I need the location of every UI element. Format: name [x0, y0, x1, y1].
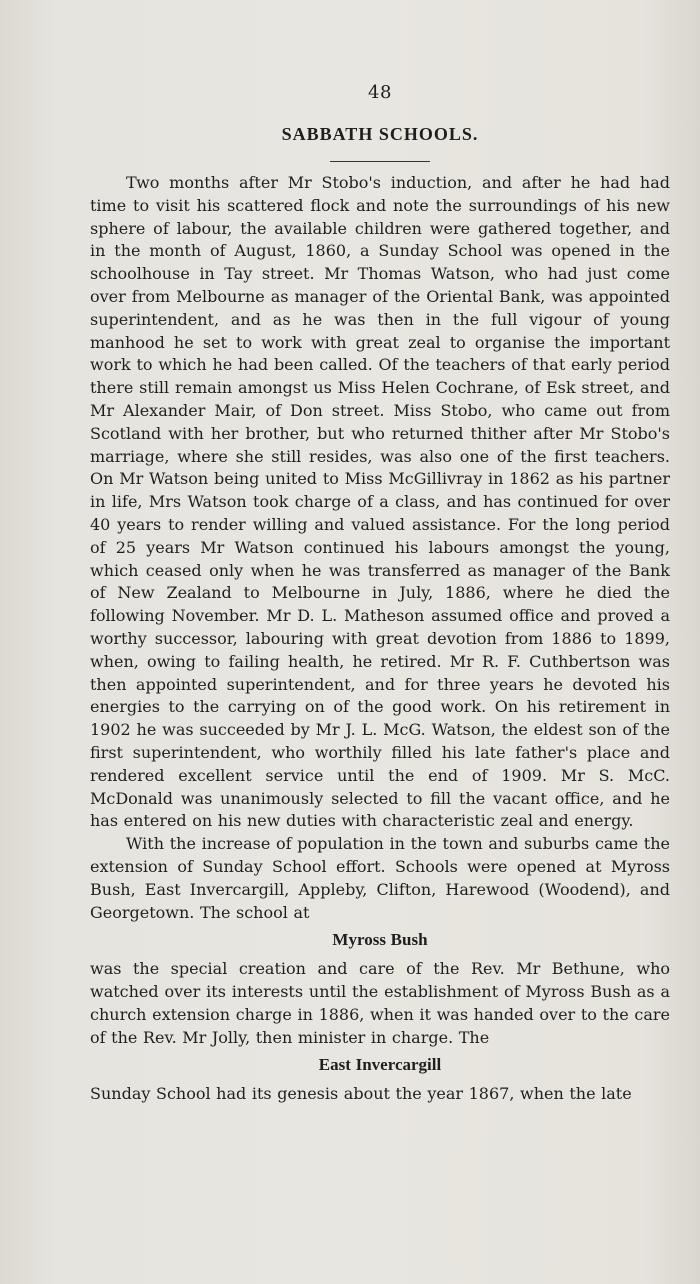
paragraph-east-invercargill: Sunday School had its genesis about the year 1867, when the late — [90, 1084, 632, 1104]
paragraph-superintendents: Two months after Mr Stobo's induction, and after he had had time to visit his scattered flock and note the surroundings of his new sphere of labour, the available children were gathered together, and in the month of August, 1860, a Sunday School was opened in the schoolhouse in Tay street. Mr Thomas Watson, who had just come over from Melbourne as manager of the Oriental Bank, was appointed superintendent, and as he was then in the full vigour of young manhood he set to work with great zeal to organise the important work to which he had been called. Of the teachers of that early period there still remain amongst us Miss Helen Cochrane, of Esk street, and Mr Alexander Mair, of Don street. Miss Stobo, who came out from Scotland with her brother, but who returned thither after Mr Stobo's marriage, where she still resides, was also one of the first teachers. On Mr Watson being united to Miss McGillivray in 1862 as his partner in life, Mrs Watson took charge of a class, and has continued for over 40 years to render willing and valued assistance. For the long period of 25 years Mr Watson continued his labours amongst the young, which ceased only when he was transferred as manager of the Bank of New Zealand to Melbourne in July, 1886, where he died the following November. Mr D. L. Matheson assumed office and proved a worthy successor, labouring with great devotion from 1886 to 1899, when, owing to failing health, he retired. Mr R. F. Cuthbertson was then appointed superintendent, and for three years he devoted his energies to the carrying on of the good work. On his retirement in 1902 he was succeeded by Mr J. L. McG. Watson, the eldest son of the first superintendent, who worthily filled his late father's place and rendered excellent service until the end of 1909. Mr S. McC. McDonald was unanimously selected to fill the vacant office, and he has entered on his new duties with characteristic zeal and energy. — [90, 173, 670, 831]
body-text — [90, 172, 670, 1106]
paragraph-extension: With the increase of population in the town and suburbs came the extension of Sunday School effort. Schools were opened at Myross Bush, East Invercargill, Appleby, Clifton, Harewood (Woodend), and Georgetown. The school at — [90, 834, 670, 922]
paragraph-myross-bush: was the special creation and care of the Rev. Mr Bethune, who watched over its interests until the establishment of Myross Bush as a church extension charge in 1886, when it was handed over to the care of the Rev. Mr Jolly, then minister in charge. The — [90, 959, 670, 1047]
subheading-east-invercargill: East Invercargill — [318, 1055, 442, 1075]
title-divider — [330, 161, 430, 162]
page-number: 48 — [368, 82, 392, 103]
subheading-myross-bush: Myross Bush — [332, 930, 428, 950]
section-title: SABBATH SCHOOLS. — [281, 124, 479, 144]
